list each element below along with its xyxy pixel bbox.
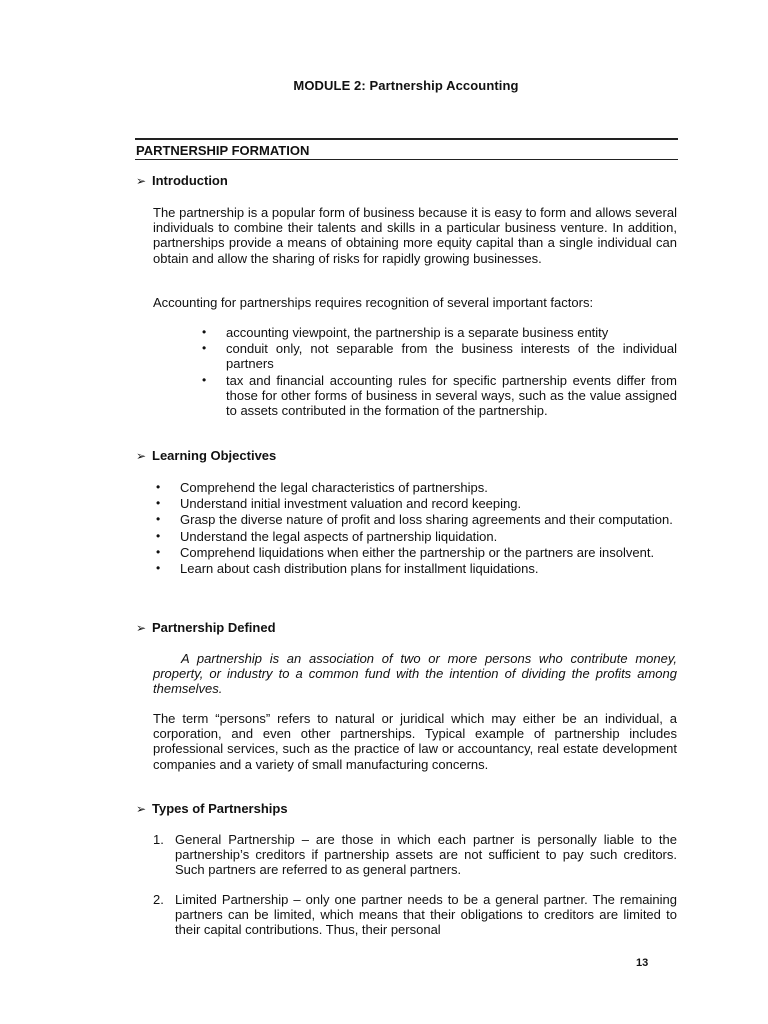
list-item: • Understand the legal aspects of partnership liquidation. xyxy=(156,528,498,544)
heading-types-of-partnerships xyxy=(136,801,288,816)
heading-label: Partnership Defined xyxy=(152,620,276,635)
persons-paragraph: The term “persons” refers to natural or juridical which may either be an individual, a corporation, and even other partnerships. Typical example of partnership includes professional services, such as the practice of law or accountancy, real estate development companies and a variety of small manufacturing concerns. xyxy=(153,711,677,772)
types-list xyxy=(153,832,677,951)
heading-partnership-defined xyxy=(136,620,276,635)
list-item: • conduit only, not separable from the business interests of the individual partners xyxy=(202,341,677,372)
objectives-list xyxy=(156,480,677,577)
bullet-icon: • xyxy=(202,372,207,387)
list-item: 1. General Partnership – are those in which each partner is personally liable to the partnership’s creditors if partnership assets are not sufficient to pay such creditors. Such partners are referred to as general partners. xyxy=(153,832,677,878)
section-title: PARTNERSHIP FORMATION xyxy=(136,143,310,158)
list-item: • Comprehend the legal characteristics of partnerships. xyxy=(156,480,488,495)
page-number: 13 xyxy=(636,957,649,969)
heading-learning-objectives xyxy=(136,448,276,463)
bullet-icon: • xyxy=(156,528,161,543)
heading-label: Introduction xyxy=(152,173,228,188)
section-header-bar xyxy=(135,138,678,160)
intro-paragraph: The partnership is a popular form of business because it is easy to form and allows several individuals to combine their talents and skills in a particular business venture. In addition, partnerships provide a means of obtaining more equity capital than a single individual can obtain and allow the sharing of risks for rapidly growing businesses. xyxy=(153,205,677,266)
list-number: 1. xyxy=(153,832,164,847)
list-item: 2. Limited Partnership – only one partner needs to be a general partner. The remaining partners can be limited, which means that their obligations to creditors are limited to their capital contributions. Thus, their personal xyxy=(153,891,677,938)
arrow-bullet-icon: ➢ xyxy=(136,620,147,635)
bullet-icon: • xyxy=(202,325,207,339)
heading-introduction xyxy=(136,173,228,188)
arrow-bullet-icon: ➢ xyxy=(136,173,147,188)
bullet-icon: • xyxy=(202,341,207,356)
factors-intro-paragraph: Accounting for partnerships requires recognition of several important factors: xyxy=(153,295,594,310)
heading-label: Learning Objectives xyxy=(152,448,277,463)
heading-label: Types of Partnerships xyxy=(152,801,288,816)
list-item: • Grasp the diverse nature of profit and loss sharing agreements and their computation. xyxy=(156,512,673,528)
list-item: • Learn about cash distribution plans for installment liquidations. xyxy=(156,561,539,577)
list-number: 2. xyxy=(153,891,164,907)
bullet-icon: • xyxy=(156,561,161,576)
list-item: • accounting viewpoint, the partnership is a separate business entity xyxy=(202,325,609,340)
list-item: • Understand initial investment valuation and record keeping. xyxy=(156,496,522,512)
arrow-bullet-icon: ➢ xyxy=(136,448,147,463)
definition-paragraph: A partnership is an association of two or more persons who contribute money, property, or industry to a common fund with the intention of dividing the profits among themselves. xyxy=(153,651,677,697)
bullet-icon: • xyxy=(156,480,161,494)
factors-list xyxy=(202,325,677,419)
bullet-icon: • xyxy=(156,512,161,527)
arrow-bullet-icon: ➢ xyxy=(136,801,147,816)
bullet-icon: • xyxy=(156,496,161,511)
bullet-icon: • xyxy=(156,544,161,559)
list-item: • Comprehend liquidations when either the partnership or the partners are insolvent. xyxy=(156,544,655,560)
list-item: • tax and financial accounting rules for specific partnership events differ from those for other forms of business in several ways, such as the value assigned to assets contributed in the formation of the partnership. xyxy=(202,372,677,419)
module-title: MODULE 2: Partnership Accounting xyxy=(293,78,519,93)
